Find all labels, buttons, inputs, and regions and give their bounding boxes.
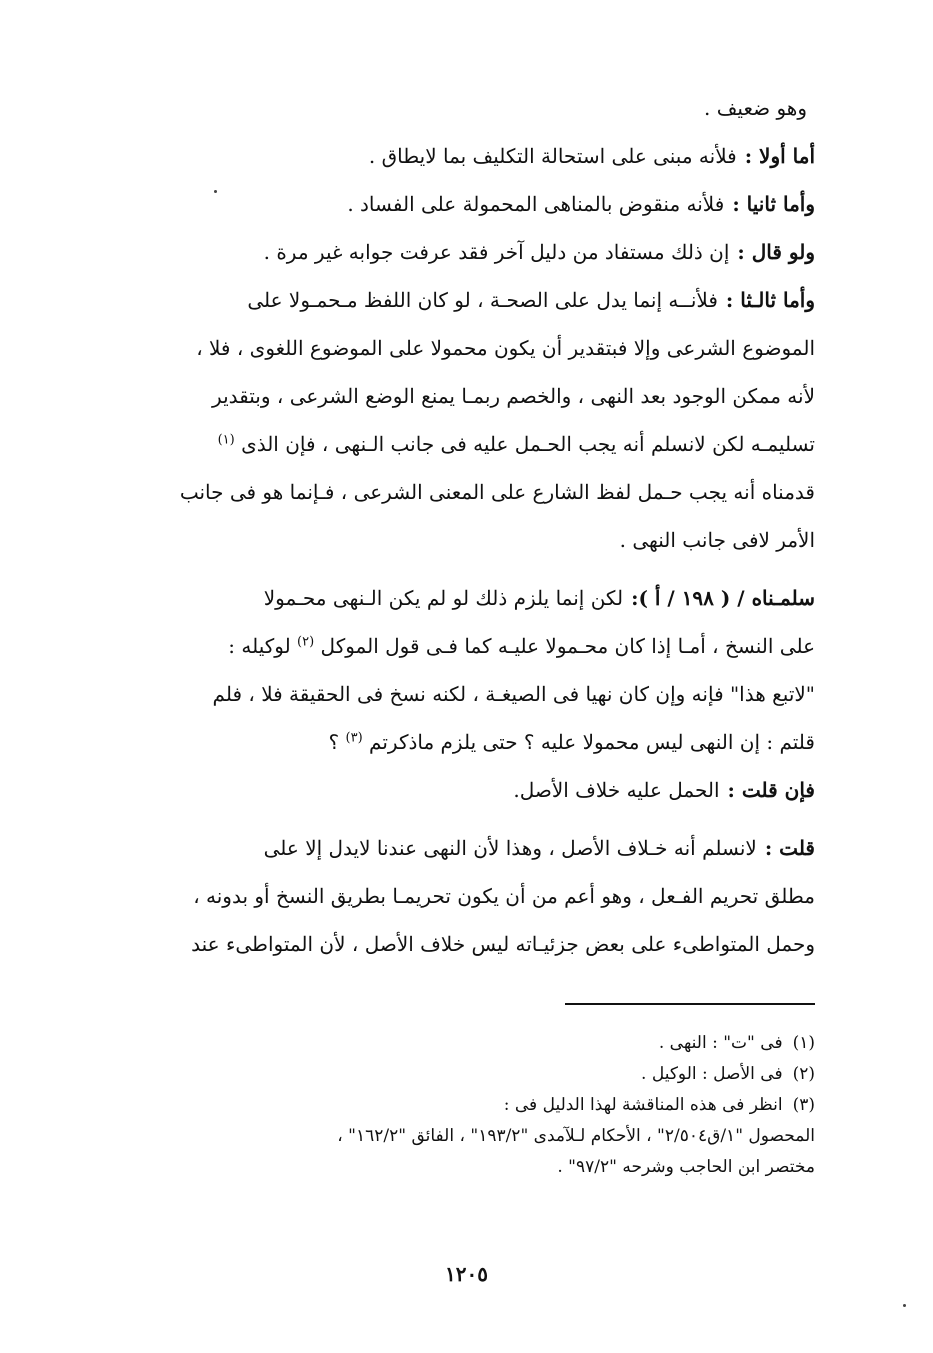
line-term: قلت : [764, 836, 815, 860]
line-term: ولو قال : [737, 240, 815, 264]
text-line [115, 824, 815, 872]
line-term: فإن قلت : [727, 778, 815, 802]
line-term: أما أولا : [744, 144, 815, 168]
footnote-ref: (١) [217, 432, 235, 448]
line-text: وحمل المتواطىء على بعض جزئيـاته ليس خلاف الأصل ، لأن المتواطىء عند [191, 932, 815, 956]
line-text: إن ذلك مستفاد من دليل آخر فقد عرفت جوابه غير مرة . [263, 240, 730, 264]
footnote [115, 1090, 815, 1121]
footnote-text: انظر فى هذه المناقشة لهذا الدليل فى : [503, 1095, 783, 1115]
line-text: الحمل عليه خلاف الأصل. [513, 778, 720, 802]
line-text: على النسخ ، أمـا إذا كان محـمولا عليـه كما فـى قول الموكل [320, 634, 815, 658]
footnote [115, 1059, 815, 1090]
text-line [115, 420, 815, 468]
line-text: قدمناه أنه يجب حـمل لفظ الشارع على المعنى الشرعى ، فـإنما هو فى جانب [179, 480, 815, 504]
line-text: وهو ضعيف . [704, 96, 807, 120]
footnote-ref: (٢) [297, 634, 315, 650]
text-line [115, 516, 815, 564]
footnote-text: المحصول "١/ق٢/٥٠٤" ، الأحكام لـلآمدى "١٩٣/٢" ، الفائق "١٦٢/٢" ، [337, 1126, 815, 1146]
text-line [115, 84, 815, 132]
text-line [115, 574, 815, 622]
line-text: فلأنــه إنما يدل على الصحـة ، لو كان اللفظ مـحمـولا على [247, 288, 718, 312]
footnote-continuation [115, 1121, 815, 1152]
footnote-number: (٢) [792, 1064, 815, 1084]
text-line [115, 670, 815, 718]
footnote-number: (١) [792, 1033, 815, 1053]
scan-speck [214, 190, 217, 193]
text-line [115, 372, 815, 420]
footnote-ref: (٣) [345, 730, 363, 746]
line-text-after: لوكيله : [228, 634, 291, 658]
text-line [115, 622, 815, 670]
footnote-text: فى "ت" : النهى . [658, 1033, 783, 1053]
text-line [115, 468, 815, 516]
text-line [115, 920, 815, 968]
text-line [115, 766, 815, 814]
footnote-text: فى الأصل : الوكيل . [641, 1064, 783, 1084]
line-term: وأما ثانيا : [732, 192, 815, 216]
footnote-continuation [115, 1152, 815, 1183]
footnote-divider [565, 1003, 815, 1005]
line-text: لأنه ممكن الوجود بعد النهى ، والخصم ربمـا يمنع الوضع الشرعى ، وبتقدير [212, 384, 815, 408]
line-text-after: ؟ [328, 730, 340, 754]
line-text: مطلق تحريم الفـعل ، وهو أعم من أن يكون تحريمـا بطريق النسخ أو بدونه ، [193, 884, 815, 908]
line-text: "لاتبع هذا" فإنه وإن كان نهيا فى الصيغـة ، لكنه نسخ فى الحقيقة فلا ، فلم [212, 682, 815, 706]
line-term: وأما ثالـثا : [725, 288, 815, 312]
line-text: لكن إنما يلزم ذلك لو لم يكن الـنهى محـمولا [263, 586, 624, 610]
line-text: فلأنه مبنى على استحالة التكليف بما لايطاق . [368, 144, 737, 168]
body-text [115, 84, 815, 968]
line-text: قلتم : إن النهى ليس محمولا عليه ؟ حتى يلزم ماذكرتم [369, 730, 815, 754]
footnote-text: مختصر ابن الحاجب وشرحه "٩٧/٢" . [557, 1157, 815, 1177]
page-number: ١٢٠٥ [445, 1262, 488, 1286]
text-line [115, 180, 815, 228]
line-text: لانسلم أنه خـلاف الأصل ، وهذا لأن النهى عندنا لايدل إلا على [263, 836, 757, 860]
footnotes [115, 1028, 815, 1183]
footnote [115, 1028, 815, 1059]
text-line [115, 276, 815, 324]
text-line [115, 324, 815, 372]
text-line [115, 718, 815, 766]
text-line [115, 872, 815, 920]
text-line [115, 132, 815, 180]
line-text: الأمر لافى جانب النهى . [619, 528, 815, 552]
line-text: الموضوع الشرعى وإلا فبتقدير أن يكون محمولا على الموضوع اللغوى ، فلا ، [196, 336, 815, 360]
line-text: تسليمـه لكن لانسلم أنه يجب الحـمل عليه فى جانب الـنهى ، فإن الذى [241, 432, 815, 456]
scan-speck [903, 1304, 906, 1307]
footnote-number: (٣) [792, 1095, 815, 1115]
line-term: سلمـناه / ( ١٩٨ / أ ): [631, 586, 815, 610]
text-line [115, 228, 815, 276]
line-text: فلأنه منقوض بالمناهى المحمولة على الفساد . [347, 192, 725, 216]
